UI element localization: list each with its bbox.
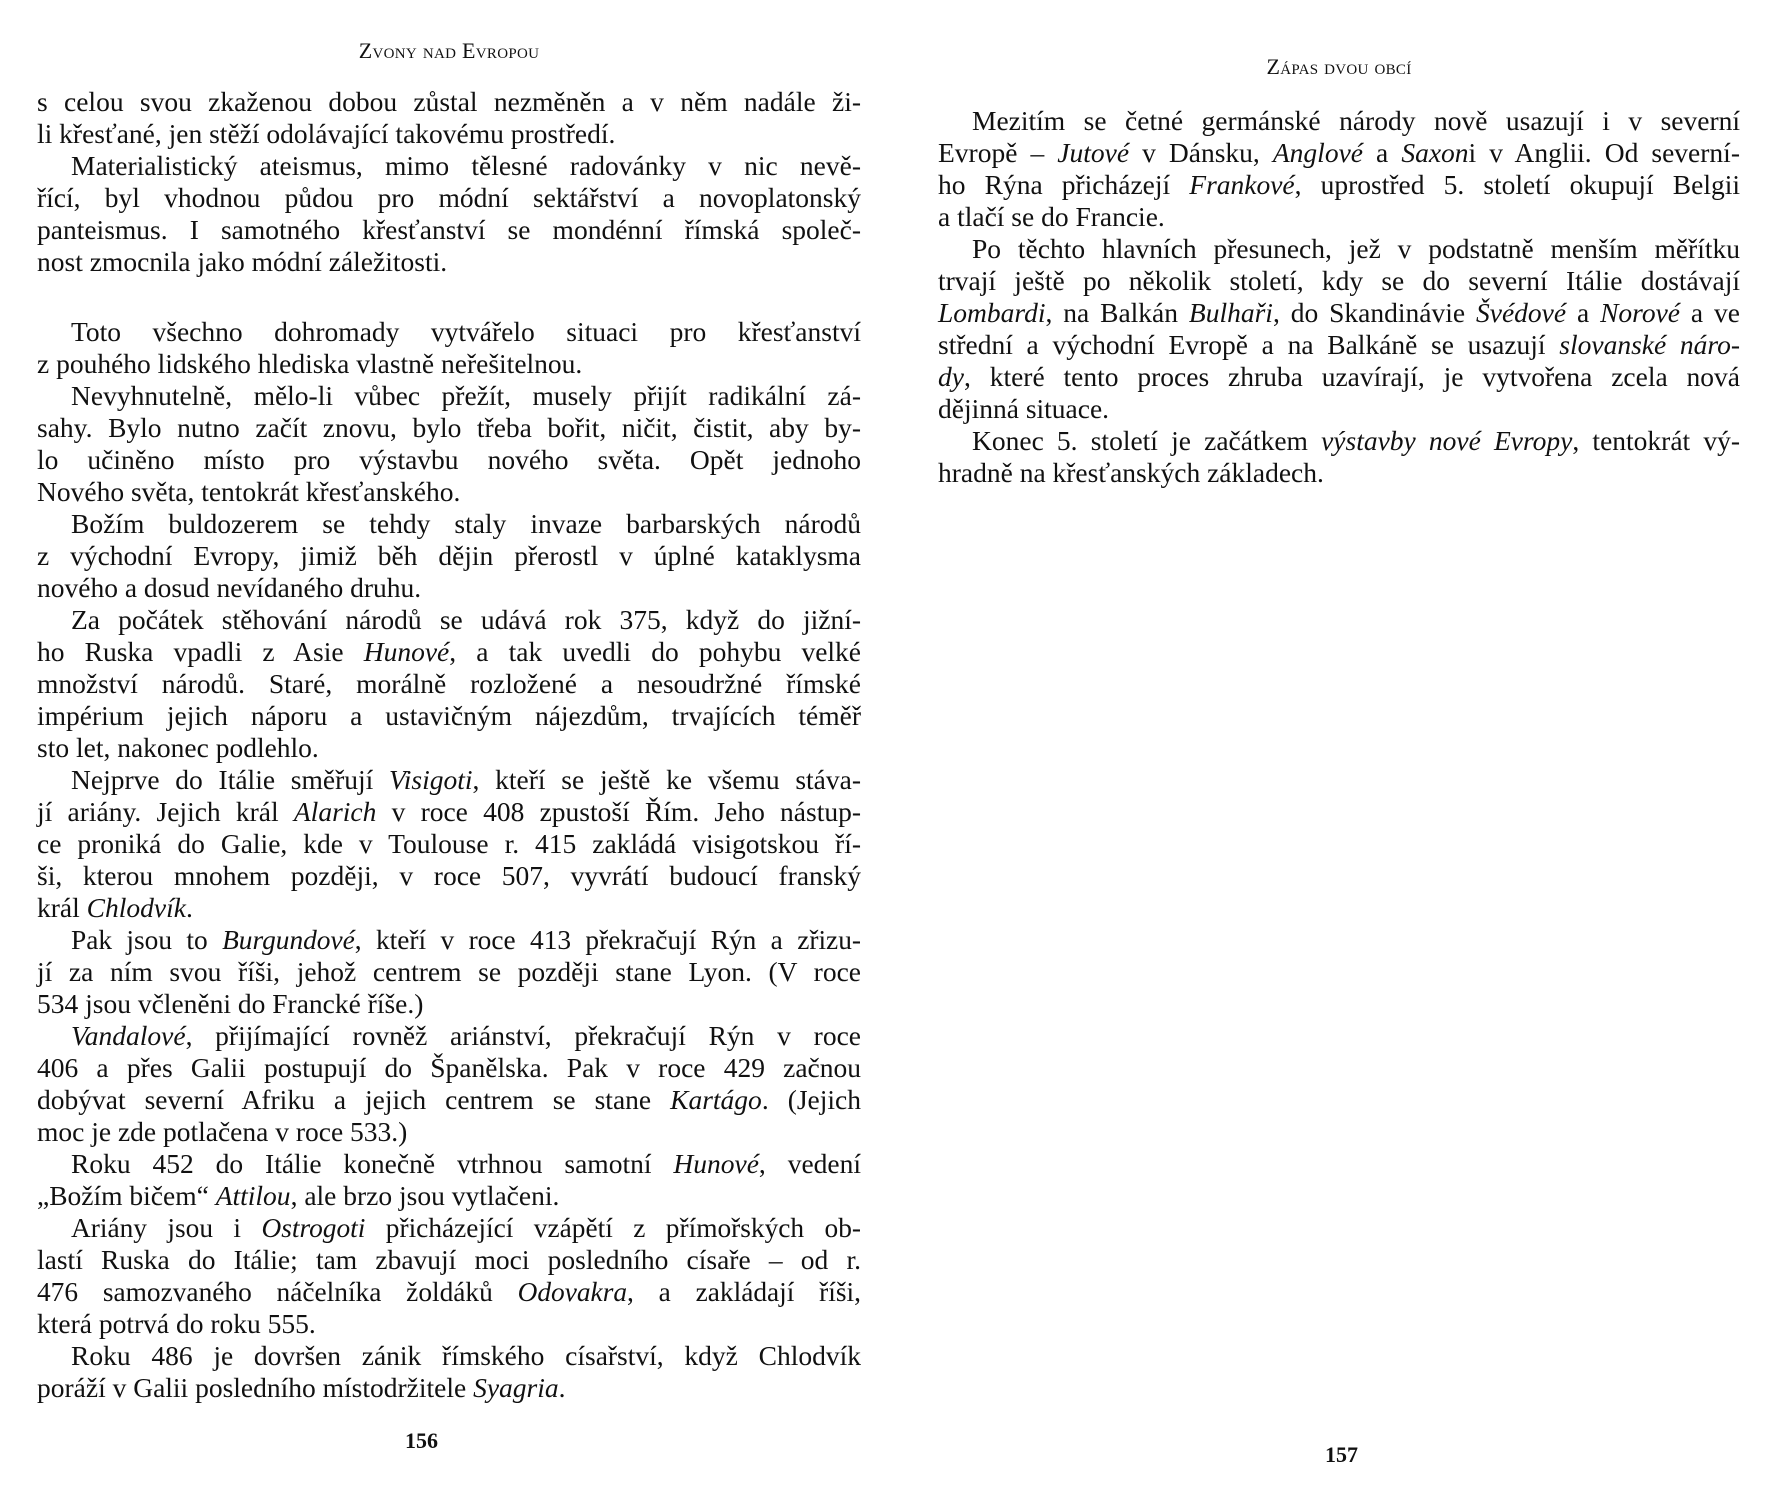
text-line [37,924,861,956]
italic-term: Švédové [1475,297,1567,328]
text-line [37,540,861,572]
text-line [37,732,861,764]
italic-term: Saxon [1401,137,1469,168]
text-run: sahy. Bylo nutno začít znovu, bylo třeba bořit, ničit, čistit, aby by- [37,412,861,443]
text-run: , tentokrát vý- [1572,425,1740,456]
text-run: , do Skandinávie [1272,297,1476,328]
text-run: . [558,1372,566,1403]
text-run: řící, byl vhodnou půdou pro módní sektářství a novoplatonský [37,182,861,213]
text-line [37,508,861,540]
text-run: Mezitím se četné germánské národy nově usazují i v severní [972,105,1740,136]
text-line [938,105,1740,137]
text-line [37,604,861,636]
text-run: , ale brzo jsou vytlačeni. [290,1180,560,1211]
text-line [37,668,861,700]
text-line [37,1340,861,1372]
text-run: Za počátek stěhování národů se udává rok 375, když do jižní- [71,604,861,635]
page-number-left: 156 [405,1428,438,1453]
text-run: hradně na křesťanských základech. [938,457,1324,488]
text-run: Ariány jsou i [71,1213,262,1243]
italic-term: Jutové [1057,137,1130,168]
text-line [37,1308,861,1340]
italic-term: Visigoti [389,764,473,795]
text-line [37,1084,861,1116]
text-line [37,444,861,476]
text-line [37,476,861,508]
text-line [938,361,1740,393]
text-run: „Božím bičem“ [37,1180,216,1211]
text-line [37,1276,861,1308]
text-run: 534 jsou včleněni do Francké říše.) [37,988,424,1019]
text-run: ho Ruska vpadli z Asie [37,636,364,667]
text-line [37,412,861,444]
text-line [37,828,861,860]
text-run: moc je zde potlačena v roce 533.) [37,1116,408,1147]
text-run: Roku 486 je dovršen zánik římského císařství, když Chlodvík [71,1340,861,1371]
text-run: Nového světa, tentokrát křesťanského. [37,476,461,507]
text-run: . [185,892,193,923]
text-run: , uprostřed 5. století okupují Belgii [1294,169,1740,200]
paragraph-gap [37,278,861,316]
text-run: lo učiněno místo pro výstavbu nového světa. Opět jednoho [37,444,861,475]
italic-term: Hunové [363,636,450,667]
text-run: i v Anglii. Od severní- [1468,137,1740,168]
text-line [938,265,1740,297]
text-run: panteismus. I samotného křesťanství se mondénní římská společ- [37,214,861,245]
text-line [37,892,861,924]
text-line [938,393,1740,425]
text-run: , přijímající rovněž ariánství, překračují Rýn v roce [185,1020,861,1051]
italic-term: slovanské náro- [1559,329,1740,360]
italic-term: Attilou [215,1180,291,1211]
text-run: Nejprve do Itálie směřují [71,764,390,795]
text-run: z východní Evropy, jimiž běh dějin přerostl v úplné kataklysma [37,540,861,571]
text-run: trvají ještě po několik století, kdy se do severní Itálie dostávají [938,265,1740,296]
text-line [37,796,861,828]
text-line [37,988,861,1020]
text-run: z pouhého lidského hlediska vlastně neřešitelnou. [37,348,583,379]
text-line [37,956,861,988]
text-line [37,1212,861,1244]
text-run: Toto všechno dohromady vytvářelo situaci pro křesťanství [71,316,861,347]
left-page-body [37,86,861,1404]
text-run: nového a dosud nevídaného druhu. [37,572,422,603]
text-run: Materialistický ateismus, mimo tělesné radovánky v nic nevě- [71,150,861,181]
text-run: sto let, nakonec podlehlo. [37,732,319,763]
text-run: Konec 5. století je začátkem [972,425,1322,456]
italic-term: Syagria [473,1372,559,1403]
text-line [37,1020,861,1052]
right-page [938,0,1740,1500]
text-line [938,233,1740,265]
text-run: a [1362,137,1402,168]
text-line [37,764,861,796]
text-run: , vedení [758,1148,861,1179]
text-line [37,214,861,246]
italic-term: Burgundové [222,925,355,955]
italic-term: Lombardi [938,297,1046,328]
text-run: lastí Ruska do Itálie; tam zbavují moci posledního císaře – od r. [37,1244,861,1275]
text-line [37,1148,861,1180]
text-line [37,246,861,278]
text-run: jí ariány. Jejich král [37,796,294,827]
text-run: Evropě – [938,137,1058,168]
text-line [37,860,861,892]
text-line [938,457,1740,489]
text-run: v Dánsku, [1129,137,1273,168]
text-run: Pak jsou to [71,925,223,955]
left-page [37,0,861,1500]
text-run: a [1566,297,1601,328]
text-run: ši, kterou mnohem později, v roce 507, vyvrátí budoucí franský [37,860,861,891]
text-run: ce proniká do Galie, kde v Toulouse r. 415 zakládá visigotskou ří- [37,828,861,859]
right-page-body [938,105,1740,489]
italic-term: Chlodvík [86,892,186,923]
text-run: Po těchto hlavních přesunech, jež v podstatně menším měřítku [972,233,1740,264]
text-run: , kteří se ještě ke všemu stáva- [472,764,861,795]
text-line [37,1372,861,1404]
text-line [37,700,861,732]
italic-term: Ostrogoti [261,1213,366,1243]
text-line [938,137,1740,169]
text-line [37,1180,861,1212]
italic-term: dy [938,361,964,392]
text-run: která potrvá do roku 555. [37,1308,316,1339]
text-line [938,297,1740,329]
text-line [37,1052,861,1084]
text-line [37,572,861,604]
text-run: množství národů. Staré, morálně rozložené a nesoudržné římské [37,668,861,699]
italic-term: Bulhaři [1188,297,1273,328]
text-line [37,636,861,668]
italic-term: výstavby nové Evropy [1321,425,1573,456]
text-run: impérium jejich náporu a ustavičným nájezdům, trvajících téměř [37,700,861,731]
running-head-right: Zápas dvou obcí [1266,54,1412,79]
text-run: Božím buldozerem se tehdy staly invaze barbarských národů [71,508,861,539]
italic-term: Kartágo [670,1084,762,1115]
text-run: , na Balkán [1045,297,1189,328]
text-line [938,425,1740,457]
text-run: 476 samozvaného náčelníka žoldáků [37,1277,518,1307]
text-run: s celou svou zkaženou dobou zůstal nezměněn a v něm nadále ži- [37,86,861,117]
text-run: dobývat severní Afriku a jejich centrem se stane [37,1084,671,1115]
italic-term: Frankové [1189,169,1295,200]
text-run: , a zakládají říši, [627,1277,861,1307]
text-run: , a tak uvedli do pohybu velké [449,636,861,667]
page-number-right: 157 [1325,1442,1358,1467]
text-run: Roku 452 do Itálie konečně vtrhnou samotní [71,1148,674,1179]
text-run: přicházející vzápětí z přímořských ob- [365,1213,861,1243]
text-run: jí za ním svou říši, jehož centrem se později stane Lyon. (V roce [37,956,861,987]
italic-term: Norové [1600,297,1681,328]
text-run: , které tento proces zhruba uzavírají, je vytvořena zcela nová [963,361,1740,392]
text-line [37,1244,861,1276]
text-run: král [37,892,87,923]
italic-term: Hunové [673,1148,759,1179]
text-run: v roce 408 zpustoší Řím. Jeho nástup- [376,796,861,827]
italic-term: Odovakra [517,1277,628,1307]
text-line [37,348,861,380]
text-line [938,201,1740,233]
text-line [37,150,861,182]
text-run: . (Jejich [761,1084,861,1115]
text-run: nost zmocnila jako módní záležitosti. [37,246,448,277]
text-line [37,86,861,118]
text-run: 406 a přes Galii postupují do Španělska. Pak v roce 429 začnou [37,1052,861,1083]
italic-term: Anglové [1272,137,1363,168]
text-run: poráží v Galii posledního místodržitele [37,1372,474,1403]
text-line [938,329,1740,361]
text-run: střední a východní Evropě a na Balkáně se usazují [938,329,1560,360]
italic-term: Alarich [293,796,377,827]
text-run: Nevyhnutelně, mělo-li vůbec přežít, musely přijít radikální zá- [71,380,861,411]
text-run: a ve [1680,297,1740,328]
text-line [37,182,861,214]
text-line [37,118,861,150]
italic-term: Vandalové [71,1020,186,1051]
running-head-left: Zvony nad Evropou [358,38,540,63]
text-line [37,316,861,348]
text-run: ho Rýna přicházejí [938,169,1190,200]
text-line [37,380,861,412]
text-run: dějinná situace. [938,393,1110,424]
text-line [37,1116,861,1148]
text-run: , kteří v roce 413 překračují Rýn a zřizu- [354,925,861,955]
text-run: a tlačí se do Francie. [938,201,1165,232]
text-run: li křesťané, jen stěží odolávající takovému prostředí. [37,118,616,149]
text-line [938,169,1740,201]
